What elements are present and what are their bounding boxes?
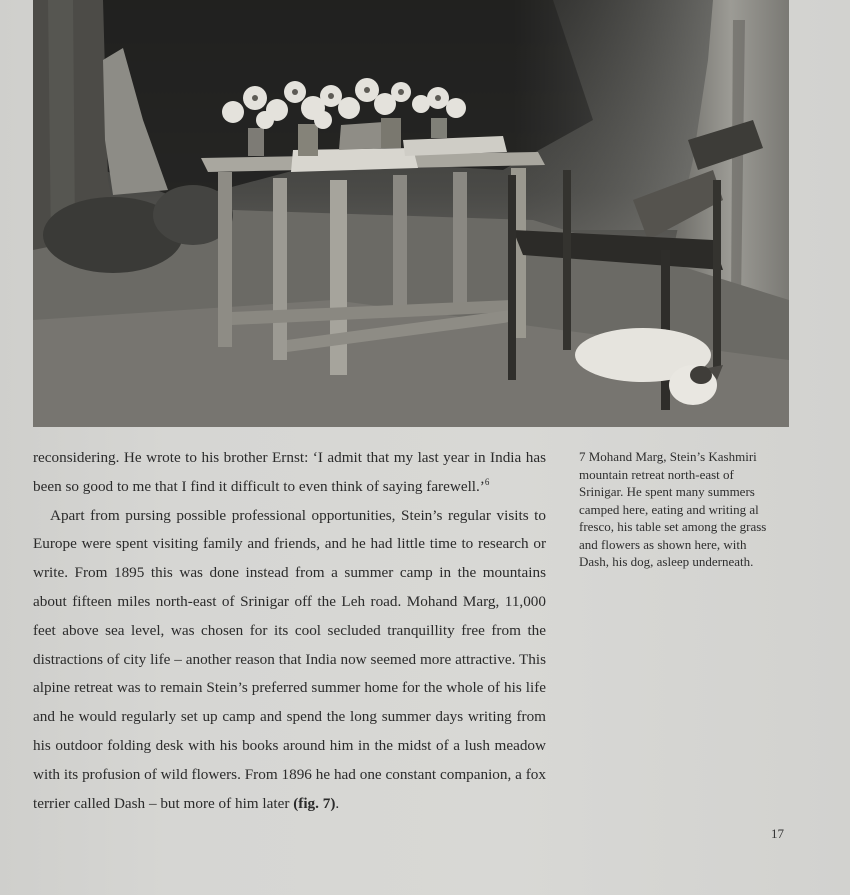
endnote-marker: 6: [484, 476, 490, 487]
page-number: 17: [771, 826, 784, 841]
photo-illustration: [33, 0, 789, 427]
body-text: [33, 444, 546, 818]
figure-caption: 7 Mohand Marg, Stein’s Kashmiri mountain retreat north-east of Srinigar. He spent many summers camped here, eating and writing al fresco, his table set among the grass and flowers as shown here, with Dash, his dog, asleep underneath.: [579, 449, 767, 569]
paragraph-2: [33, 502, 546, 819]
paragraph-1-text: reconsidering. He wrote to his brother Ernst: ‘I admit that my last year in India has been so good to me that I find it difficult to even think of saying farewell.’: [33, 449, 546, 495]
paragraph-continued: [33, 444, 546, 502]
paragraph-2-end: .: [335, 794, 340, 812]
figure-reference: (fig. 7): [293, 794, 336, 812]
figure-7-photograph: [33, 0, 789, 427]
paragraph-2-text: Apart from pursing possible professional opportunities, Stein’s regular visits to Europe were spent visiting family and friends, and he had little time to research or write. From 1895 this was done instead from a summer camp in the mountains about fifteen miles north-east of Srinigar off the Leh road. Mohand Marg, 11,000 feet above sea level, was chosen for its cool secluded tranquillity free from the distractions of city life – another reason that India now seemed more attractive. This alpine retreat was to remain Stein’s preferred summer home for the whole of his life and he would regularly set up camp and spend the long summer days writing from his outdoor folding desk with his books around him in the midst of a lush meadow with its profusion of wild flowers. From 1896 he had one constant companion, a fox terrier called Dash – but more of him later: [33, 506, 546, 812]
